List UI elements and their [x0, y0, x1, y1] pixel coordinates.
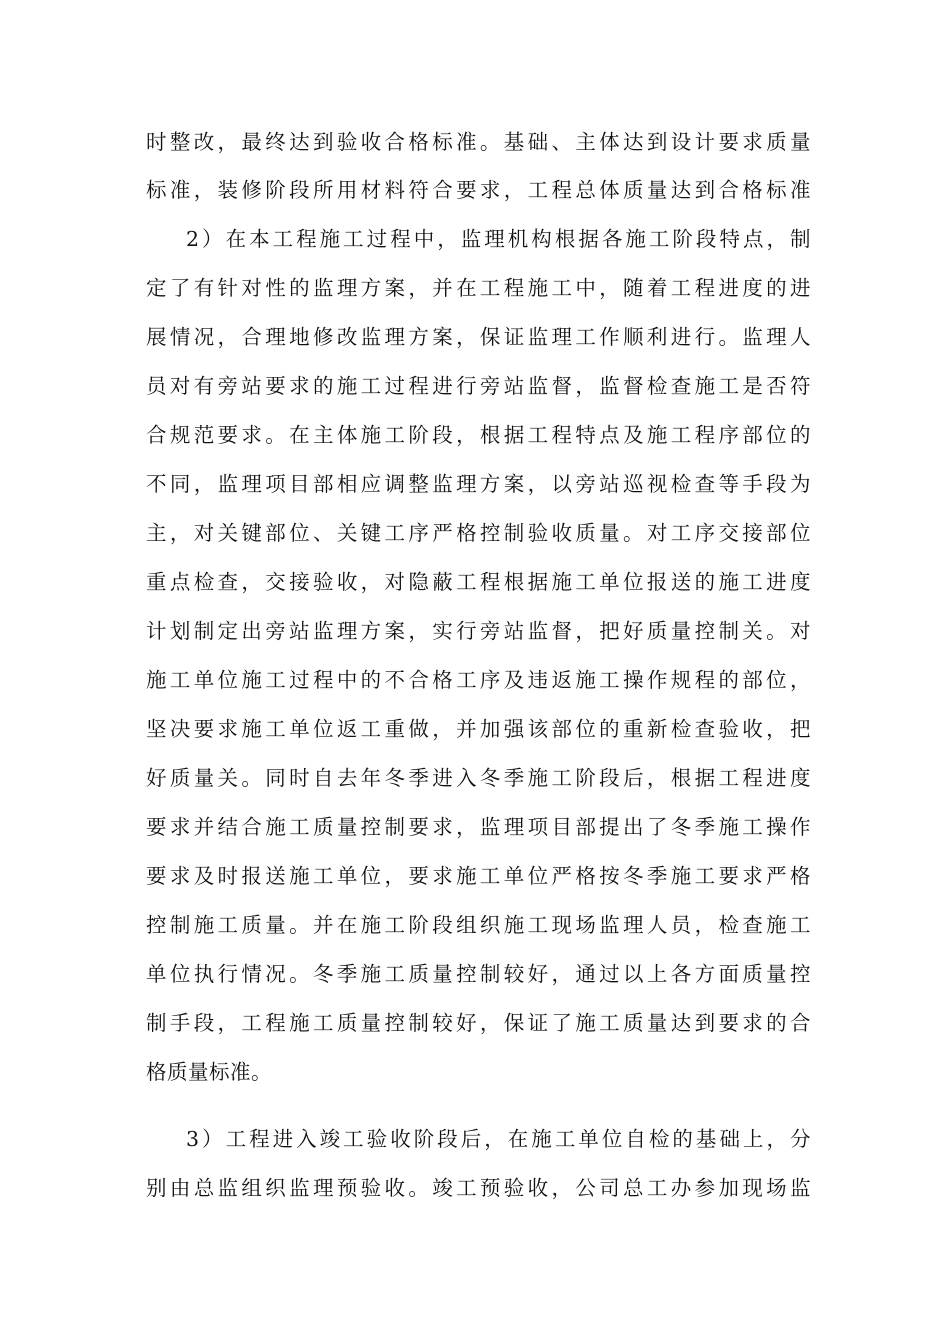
- text-line: 合规范要求。在主体施工阶段，根据工程特点及施工程序部位的: [146, 423, 811, 447]
- text-line: 控制施工质量。并在施工阶段组织施工现场监理人员，检查施工: [146, 913, 811, 937]
- text-line: 好质量关。同时自去年冬季进入冬季施工阶段后，根据工程进度: [146, 766, 811, 790]
- paragraph-start-line: 2）在本工程施工过程中，监理机构根据各施工阶段特点，制: [186, 227, 811, 251]
- text-line: 员对有旁站要求的施工过程进行旁站监督，监督检查施工是否符: [146, 374, 811, 398]
- text-line: 别由总监组织监理预验收。竣工预验收，公司总工办参加现场监: [146, 1176, 811, 1200]
- text-line: 施工单位施工过程中的不合格工序及违返施工操作规程的部位，: [146, 668, 811, 692]
- text-line: 主，对关键部位、关键工序严格控制验收质量。对工序交接部位: [146, 521, 811, 545]
- text-line: 时整改，最终达到验收合格标准。基础、主体达到设计要求质量: [146, 130, 811, 154]
- text-line: 单位执行情况。冬季施工质量控制较好，通过以上各方面质量控: [146, 962, 811, 986]
- text-line: 要求并结合施工质量控制要求，监理项目部提出了冬季施工操作: [146, 815, 811, 839]
- text-line: 制手段，工程施工质量控制较好，保证了施工质量达到要求的合: [146, 1011, 811, 1035]
- text-line: 格质量标准。: [146, 1060, 272, 1084]
- text-line: 展情况，合理地修改监理方案，保证监理工作顺利进行。监理人: [146, 325, 811, 349]
- paragraph-start-line: 3）工程进入竣工验收阶段后，在施工单位自检的基础上，分: [186, 1127, 811, 1151]
- text-line: 定了有针对性的监理方案，并在工程施工中，随着工程进度的进: [146, 276, 811, 300]
- text-line: 标准，装修阶段所用材料符合要求，工程总体质量达到合格标准: [146, 178, 811, 202]
- text-line: 要求及时报送施工单位，要求施工单位严格按冬季施工要求严格: [146, 864, 811, 888]
- text-line: 重点检查，交接验收，对隐蔽工程根据施工单位报送的施工进度: [146, 570, 811, 594]
- text-line: 坚决要求施工单位返工重做，并加强该部位的重新检查验收，把: [146, 717, 811, 741]
- text-line: 计划制定出旁站监理方案，实行旁站监督，把好质量控制关。对: [146, 619, 811, 643]
- text-line: 不同，监理项目部相应调整监理方案，以旁站巡视检查等手段为: [146, 472, 811, 496]
